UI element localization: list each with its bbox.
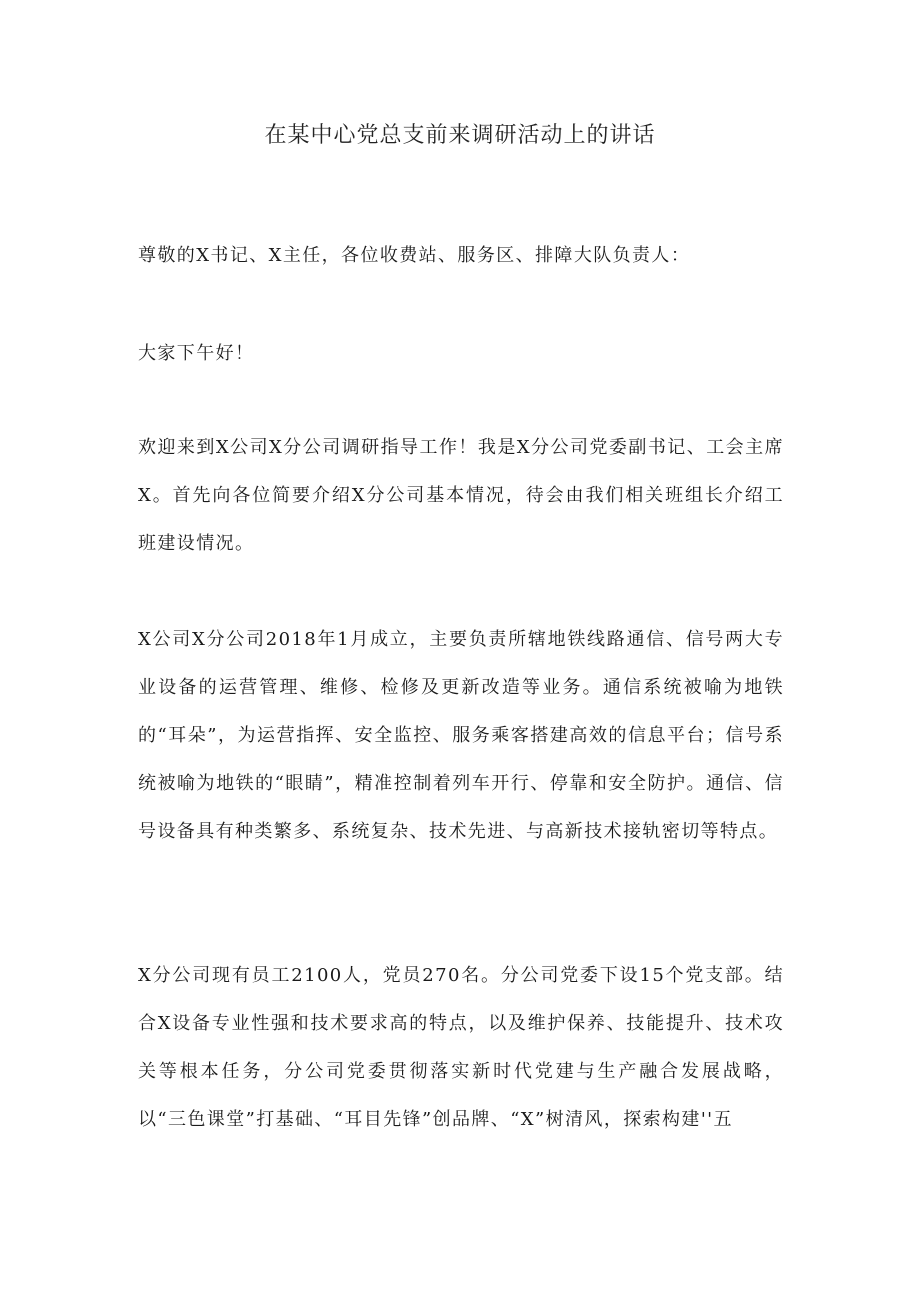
greeting-paragraph: 大家下午好！ <box>138 343 255 364</box>
company-intro-paragraph: X公司X分公司2018年1月成立，主要负责所辖地铁线路通信、信号两大专业设备的运营管理、维修、检修及更新改造等业务。通信系统被喻为地铁的“耳朵”，为运营指挥、安全监控、服务乘客搭建高效的信息平台；信号系统被喻为地铁的“眼睛”，精准控制着列车开行、停靠和安全防护。通信、信号设备具有种类繁多、系统复杂、技术先进、与高新技术接轨密切等特点。 <box>138 629 784 842</box>
document-title: 在某中心党总支前来调研活动上的讲话 <box>264 123 656 148</box>
staff-party-paragraph: X分公司现有员工2100人，党员270名。分公司党委下设15个党支部。结合X设备专业性强和技术要求高的特点，以及维护保养、技能提升、技术攻关等根本任务，分公司党委贯彻落实新时代党建与生产融合发展战略，以“三色课堂”打基础、“耳目先锋”创品牌、“X”树清风，探索构建''五 <box>138 965 784 1130</box>
salutation-paragraph: 尊敬的X书记、X主任，各位收费站、服务区、排障大队负责人： <box>138 245 691 266</box>
welcome-paragraph: 欢迎来到X公司X分公司调研指导工作！我是X分公司党委副书记、工会主席X。首先向各位简要介绍X分公司基本情况，待会由我们相关班组长介绍工班建设情况。 <box>138 437 784 554</box>
